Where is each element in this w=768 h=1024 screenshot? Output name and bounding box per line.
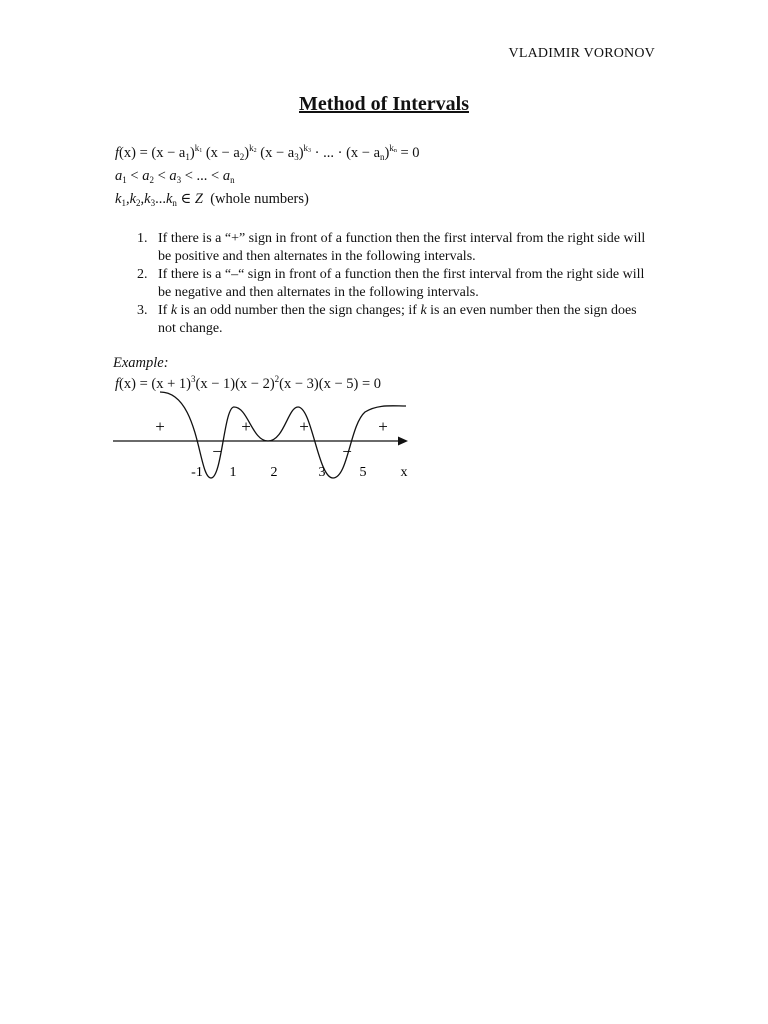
root-label: -1 [191, 465, 203, 480]
rule-item: 1. If there is a “+” sign in front of a function then the first interval from the right side will be positive and then alternates in the following intervals. [137, 231, 646, 264]
axis-label: x [400, 465, 408, 480]
example-label: Example: [113, 355, 169, 371]
sign-interval-6: + [378, 417, 388, 436]
root-label: 1 [229, 465, 237, 480]
axis-arrowhead [398, 437, 408, 446]
page-title: Method of Intervals [299, 93, 469, 115]
rule-item: 3. If k is an odd number then the sign changes; if k is an even number then the sign does not change. [137, 303, 637, 336]
example-equation: $f(x) = (x + 1)^3(x - 1)(x - 2)^2(x - 3)(x - 5) = 0$ [115, 374, 382, 392]
root-label: 2 [270, 465, 278, 480]
author-name: VLADIMIR VORONOV [508, 46, 655, 61]
sign-interval-5: − [342, 442, 352, 461]
sign-interval-2: − [212, 442, 222, 461]
sign-interval-1: + [155, 417, 165, 436]
rule-item: 2. If there is a “–“ sign in front of a function then the first interval from the right side will be negative and then alternates in the following intervals. [137, 267, 645, 300]
root-label: 3 [318, 465, 326, 480]
sign-interval-3: + [241, 417, 251, 436]
ordering-condition: $a_1 < a_2 < a_3$ < ... < $a_n$ [115, 168, 235, 185]
sign-interval-4: + [299, 417, 309, 436]
general-formula: $f(x) = (x - a_1)^{k1}$ $(x - a_2)^{k2}$ $(x - a_3)^{k3}$ · ... · $(x - a_n)^{kn} = 0$ [115, 143, 420, 162]
exponent-condition: $k_1,k_2,k_3...k_n$ ∈ Z (whole numbers) [115, 191, 309, 208]
root-label: 5 [359, 465, 367, 480]
